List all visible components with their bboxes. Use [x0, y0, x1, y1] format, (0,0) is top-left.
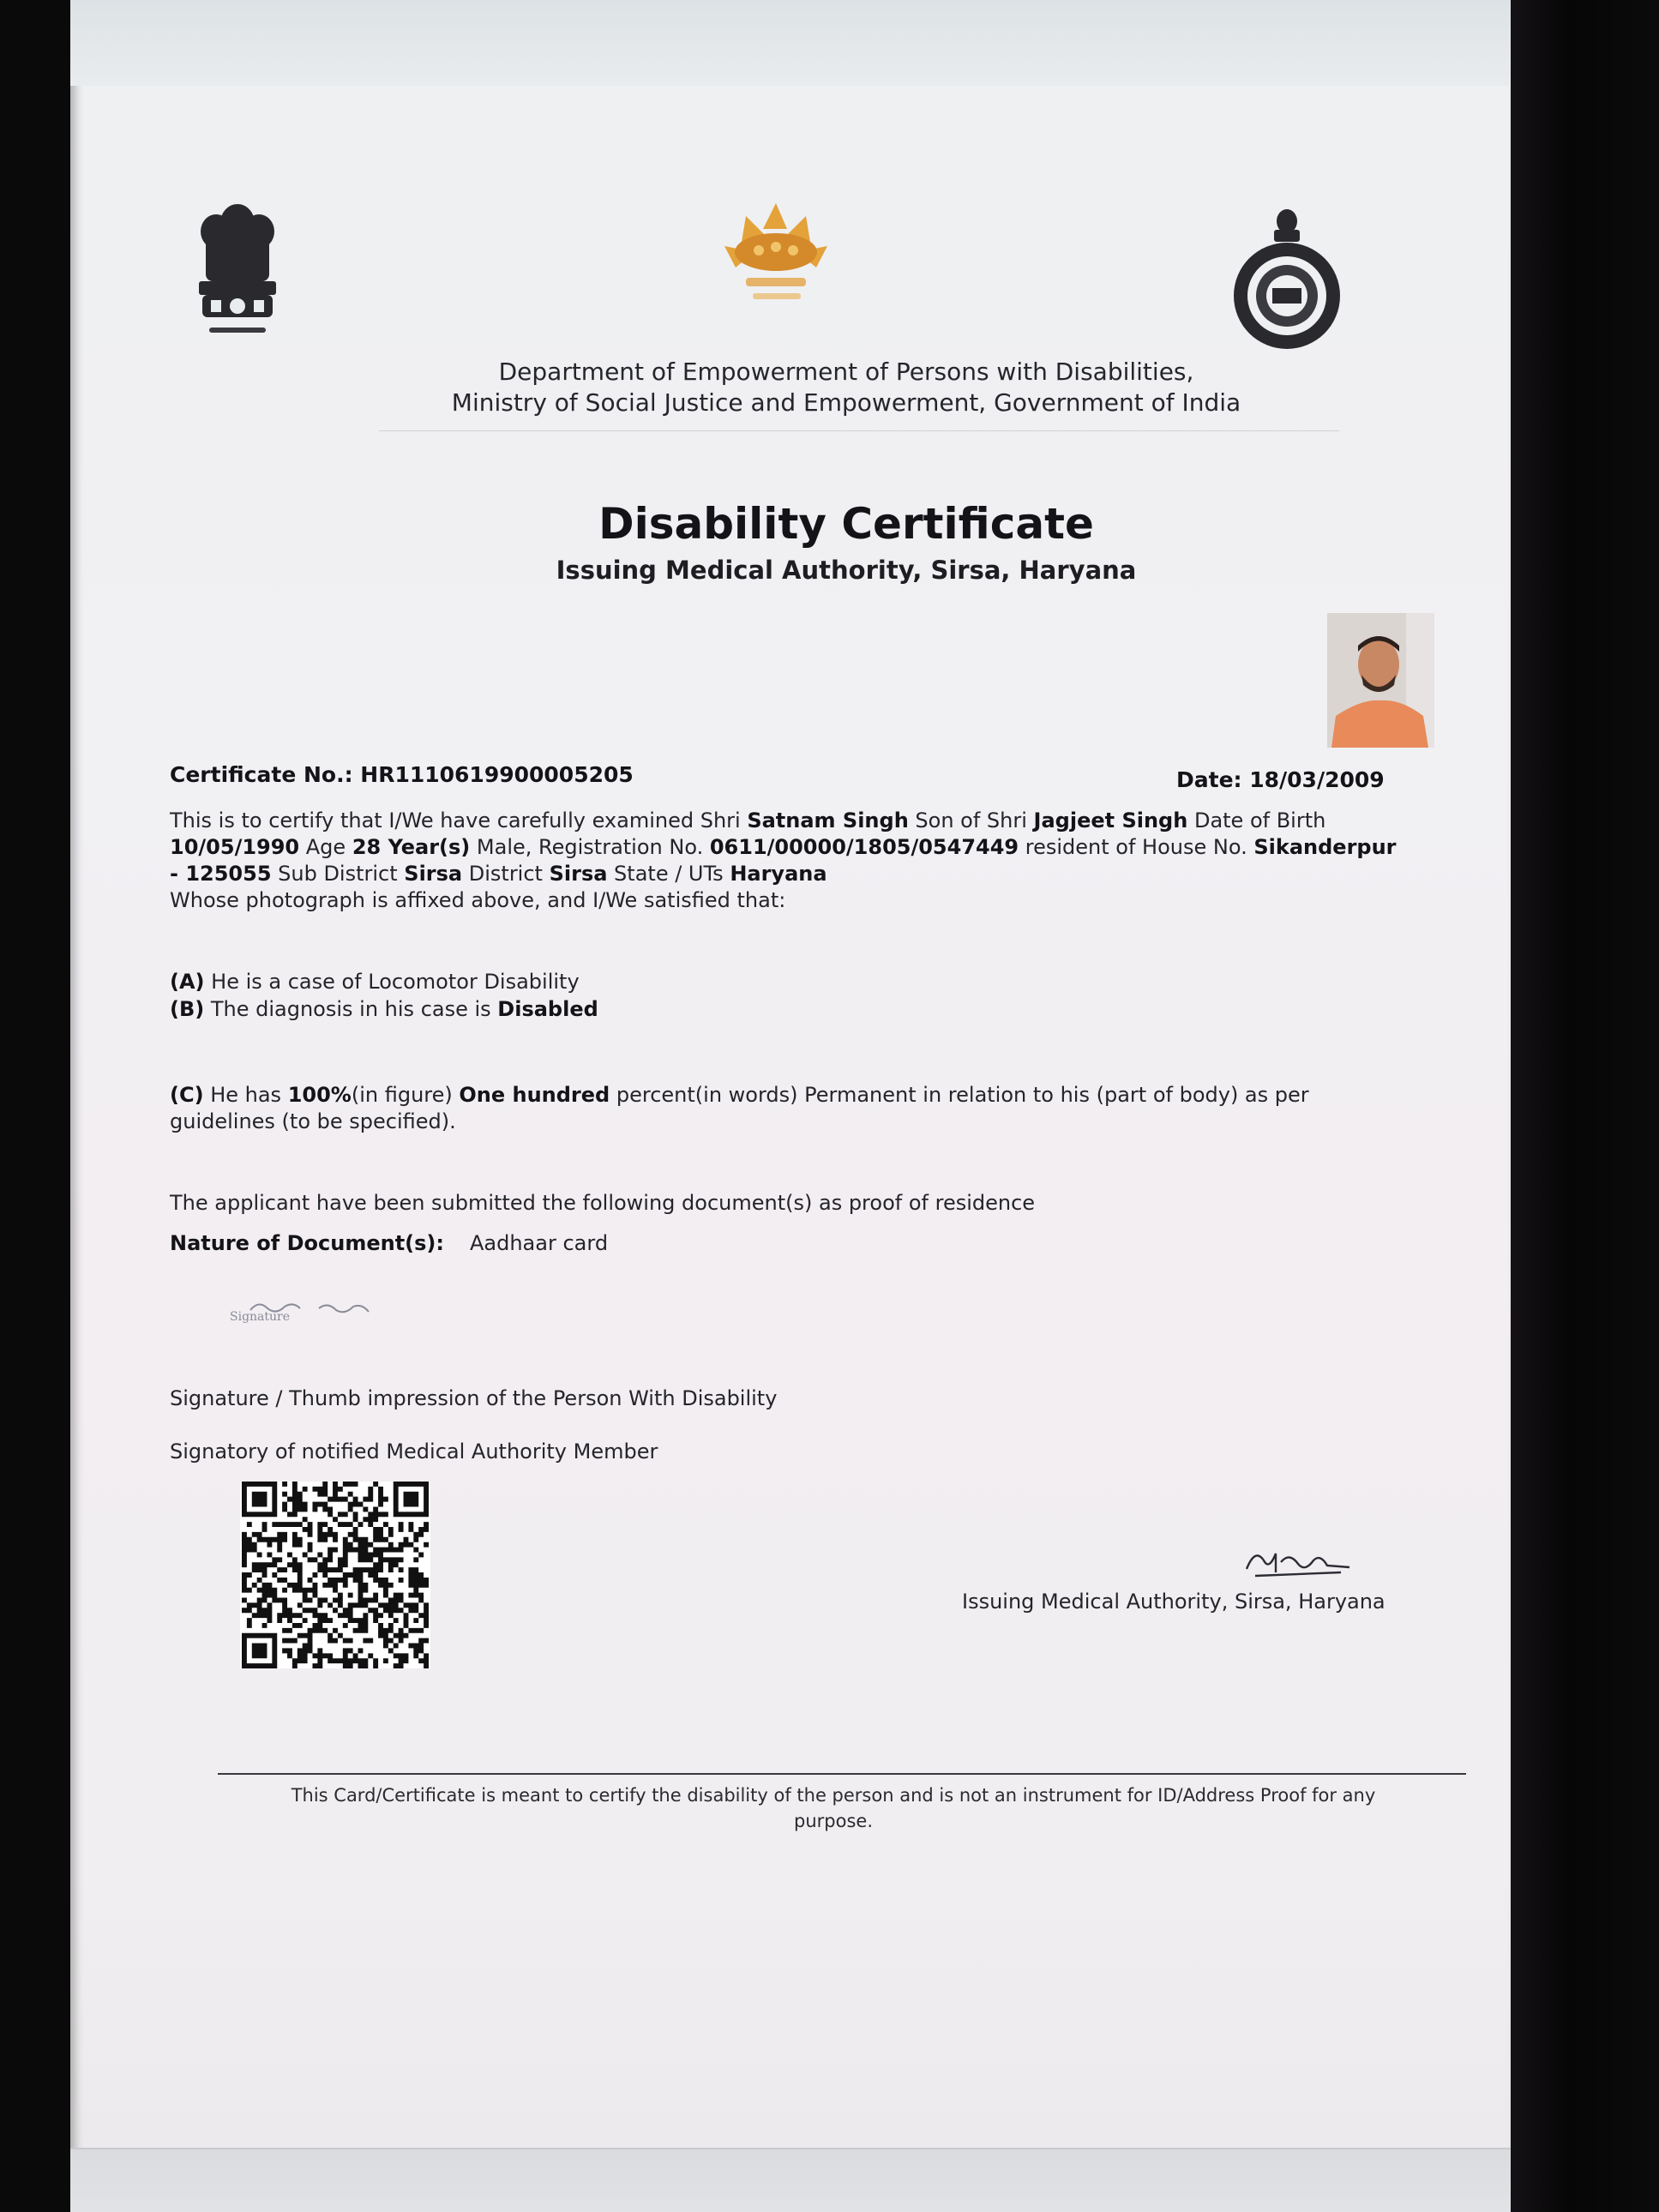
certificate-number: Certificate No.: HR1110619900005205 — [170, 762, 634, 787]
certificate-date: Date: 18/03/2009 — [1176, 767, 1385, 792]
person-photo-icon — [1327, 613, 1434, 748]
qr-code-icon — [240, 1482, 430, 1668]
documents-intro: The applicant have been submitted the following document(s) as proof of residence — [170, 1191, 1036, 1215]
applicant-signature-caption: Signature — [230, 1310, 291, 1324]
qr-code — [240, 1482, 430, 1668]
haryana-seal-icon — [1229, 206, 1345, 356]
clause-a: (A) He is a case of Locomotor Disability — [170, 970, 580, 994]
clause-c: (C) He has 100%(in figure) One hundred percent(in words) Permanent in relation to his (part of body) as per guidelines (to be specified). — [170, 1083, 1309, 1133]
issuing-authority-label: Issuing Medical Authority, Sirsa, Haryana — [962, 1590, 1386, 1614]
department-line-1: Department of Empowerment of Persons with Disabilities, — [498, 358, 1194, 386]
page-subtitle: Issuing Medical Authority, Sirsa, Haryana — [556, 556, 1137, 585]
certify-line-1: This is to certify that I/We have carefully examined Shri Satnam Singh Son of Shri Jagjeet Singh Date of Birth — [170, 808, 1326, 833]
paper-bottom-band — [70, 2148, 1511, 2212]
certify-line-4: Whose photograph is affixed above, and I/We satisfied that: — [170, 888, 786, 912]
signatory-label: Signatory of notified Medical Authority Member — [170, 1440, 658, 1464]
department-line-2: Ministry of Social Justice and Empowerment, Government of India — [451, 388, 1241, 417]
page-title: Disability Certificate — [598, 499, 1094, 549]
footer-disclaimer: This Card/Certificate is meant to certify the disability of the person and is not an instrument for ID/Address Proof for any purpose. — [291, 1785, 1376, 1831]
documents-row: Nature of Document(s): Aadhaar card — [170, 1231, 609, 1255]
national-emblem-icon — [190, 197, 285, 347]
sugamya-bharat-logo — [712, 199, 840, 319]
background-right-edge — [1511, 0, 1659, 2212]
authority-signature-mark — [1238, 1543, 1358, 1586]
certificate-paper — [70, 0, 1511, 2212]
certify-line-3: - 125055 Sub District Sirsa District Sirsa State / UTs Haryana — [170, 862, 827, 886]
paper-top-band — [70, 0, 1511, 86]
certify-paragraph — [170, 808, 1456, 914]
footer-divider — [218, 1773, 1466, 1775]
clause-b: (B) The diagnosis in his case is Disabled — [170, 997, 598, 1021]
applicant-signature-label: Signature / Thumb impression of the Person With Disability — [170, 1386, 778, 1410]
header-divider — [379, 430, 1339, 431]
applicant-photo — [1327, 613, 1434, 748]
certify-line-2: 10/05/1990 Age 28 Year(s) Male, Registration No. 0611/00000/1805/0547449 resident of House No. Sikanderpur — [170, 835, 1397, 859]
